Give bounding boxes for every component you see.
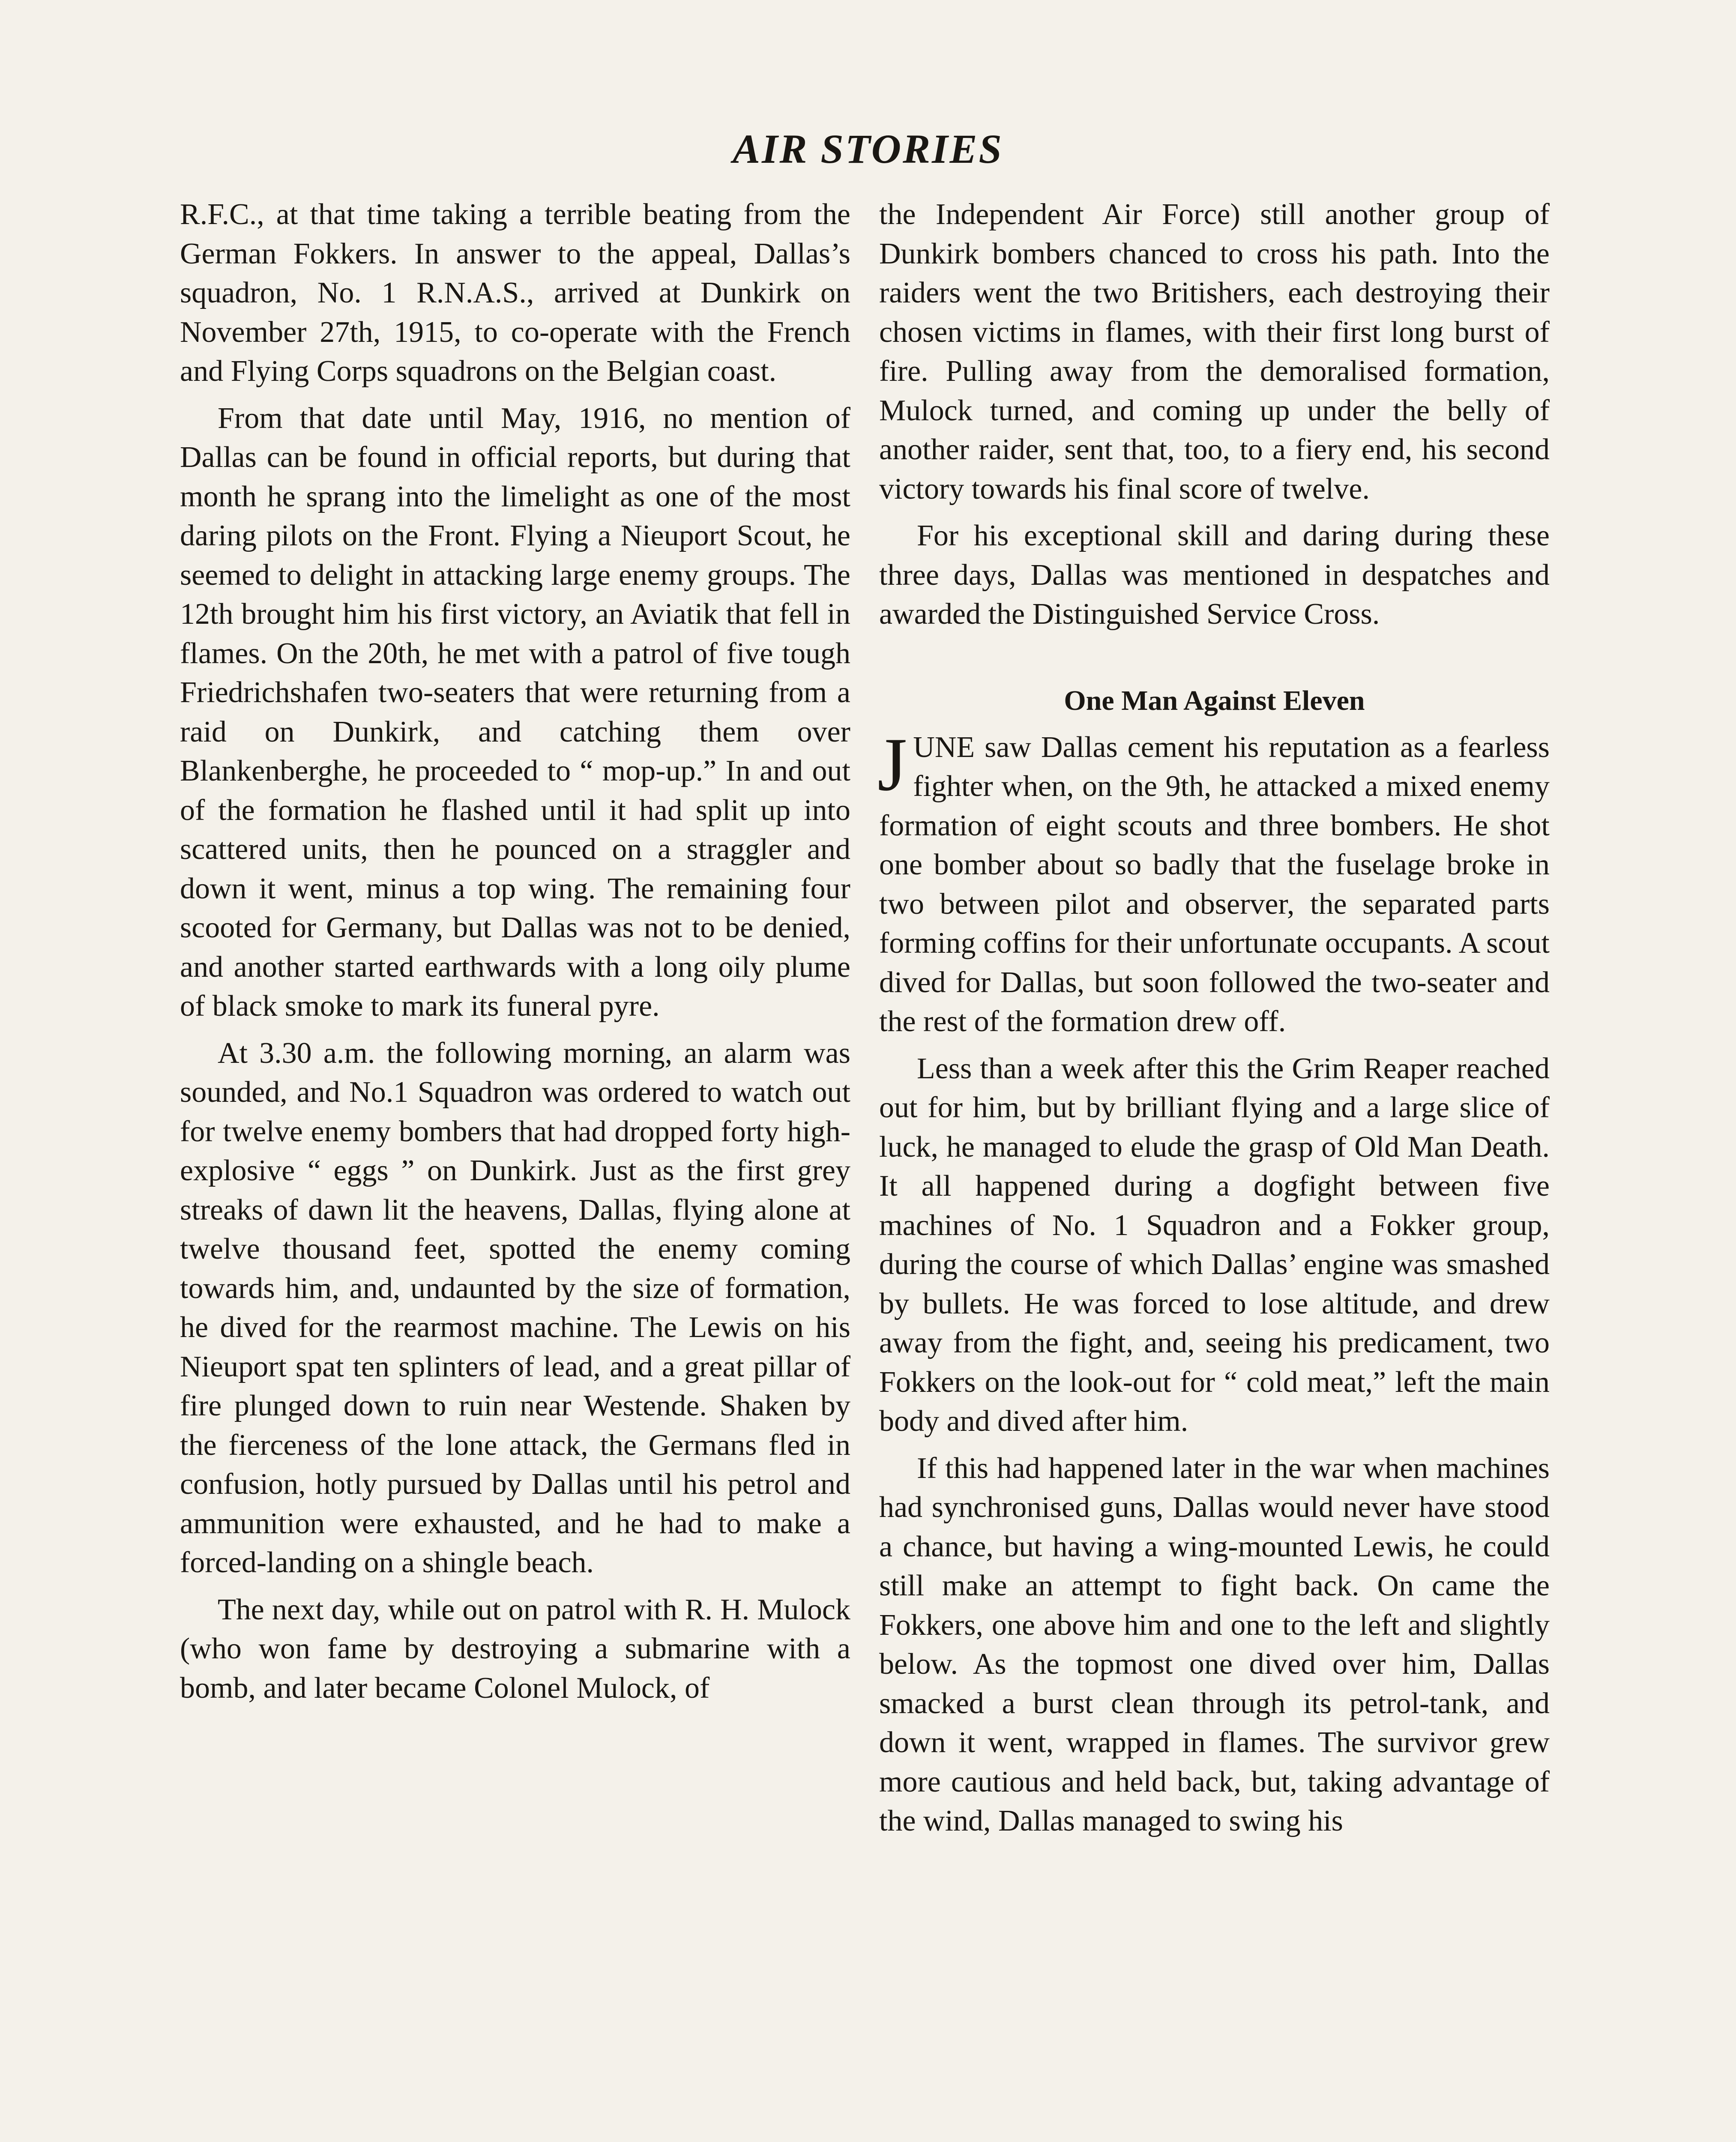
running-head-title: AIR STORIES (733, 126, 1003, 172)
left-paragraph-3: At 3.30 a.m. the following morning, an alarm was sounded, and No.1 Squadron was ordered to watch out for twelve enemy bombers that had dropped forty high-explosive “ eggs ” on Dunkirk. Just as the first grey streaks of dawn lit the heavens, Dallas, flying alone at twelve thousand feet, spotted the enemy coming towards him, and, undaunted by the size of formation, he dived for the rearmost machine. The Lewis on his Nieuport spat ten splinters of lead, and a great pillar of fire plunged down to ruin near Westende. Shaken by the fierceness of the lone attack, the Germans fled in confusion, hotly pursued by Dallas until his petrol and ammunition were exhausted, and he had to make a forced-landing on a shingle beach. (180, 1036, 850, 1579)
right-paragraph-1: the Independent Air Force) still another group of Dunkirk bombers chanced to cross his path. Into the raiders went the two Britishers, each destroying their chosen victims in flames, with their first long burst of fire. Pulling away from the demoralised formation, Mulock turned, and coming up under the belly of another raider, sent that, too, to a fiery end, his second victory towards his final score of twelve. (879, 198, 1550, 506)
section-subheading: One Man Against Eleven (1064, 685, 1365, 716)
right-paragraph-3-text: UNE saw Dallas cement his reputation as a fearless fighter when, on the 9th, he attacked a mixed enemy formation of eight scouts and three bombers. He shot one bomber about so badly that the fuselage broke in two between pilot and observer, the separated parts forming coffins for their unfortunate occupants. A scout dived for Dallas, but soon followed the two-seater and the rest of the formation drew off. (879, 730, 1550, 1038)
drop-cap-letter: J (877, 721, 907, 807)
left-paragraph-4: The next day, while out on patrol with R. H. Mulock (who won fame by destroying a submarine with a bomb, and later became Colonel Mulock, of (180, 1593, 850, 1705)
left-paragraph-1: R.F.C., at that time taking a terrible beating from the German Fokkers. In answer to the appeal, Dallas’s squadron, No. 1 R.N.A.S., arrived at Dunkirk on November 27th, 1915, to co-operate with the French and Flying Corps squadrons on the Belgian coast. (180, 198, 850, 388)
left-paragraph-2: From that date until May, 1916, no mention of Dallas can be found in official reports, but during that month he sprang into the limelight as one of the most daring pilots on the Front. Flying a Nieuport Scout, he seemed to delight in attacking large enemy groups. The 12th brought him his first victory, an Aviatik that fell in flames. On the 20th, he met with a patrol of five tough Friedrichshafen two-seaters that were returning from a raid on Dunkirk, and catching them over Blankenberghe, he proceeded to “ mop-up.” In and out of the formation he flashed until it had split up into scattered units, then he pounced on a straggler and down it went, minus a top wing. The remaining four scooted for Germany, but Dallas was not to be denied, and another started earthwards with a long oily plume of black smoke to mark its funeral pyre. (180, 401, 850, 1023)
right-paragraph-3 (877, 721, 1550, 1041)
right-column (879, 195, 1550, 1841)
right-paragraph-4: Less than a week after this the Grim Reaper reached out for him, but by brilliant flying and a large slice of luck, he managed to elude the grasp of Old Man Death. It all happened during a dogfight between five machines of No. 1 Squadron and a Fokker group, during the course of which Dallas’ engine was smashed by bullets. He was forced to lose altitude, and drew away from the fight, and, seeing his predicament, two Fokkers on the look-out for “ cold meat,” left the main body and dived after him. (879, 1052, 1550, 1438)
left-column (180, 195, 850, 1708)
right-paragraph-5: If this had happened later in the war when machines had synchronised guns, Dallas would never have stood a chance, but having a wing-mounted Lewis, he could still make an attempt to fight back. On came the Fokkers, one above him and one to the left and slightly below. As the topmost one dived over him, Dallas smacked a burst clean through its petrol-tank, and down it went, wrapped in flames. The survivor grew more cautious and held back, but, taking advantage of the wind, Dallas managed to swing his (879, 1451, 1550, 1837)
right-paragraph-2: For his exceptional skill and daring during these three days, Dallas was mentioned in despatches and awarded the Distinguished Service Cross. (879, 519, 1550, 631)
